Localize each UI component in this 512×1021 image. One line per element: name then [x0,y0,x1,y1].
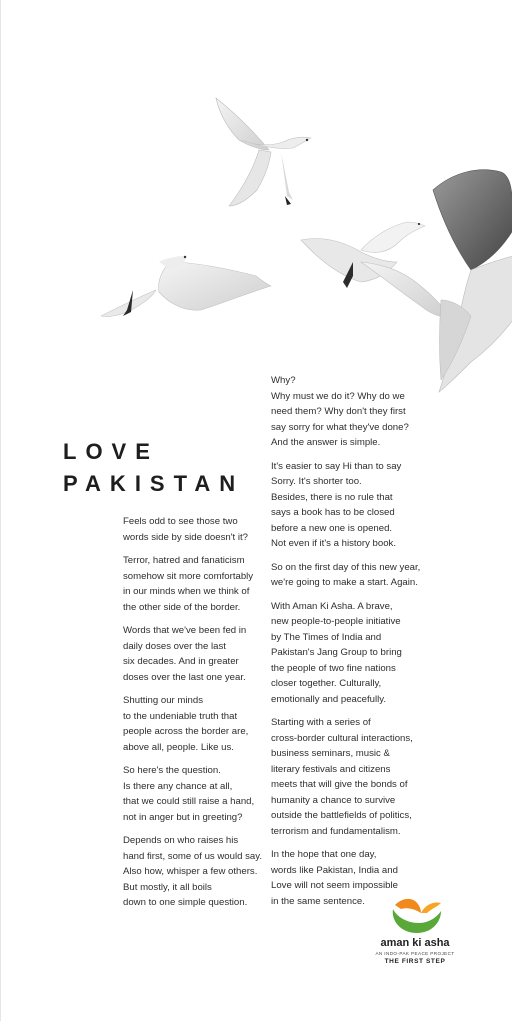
headline-line-2: PAKISTAN [63,471,245,496]
body-copy-right-column [271,373,441,917]
paragraph: Feels odd to see those two words side by side doesn't it? [123,516,249,543]
logo-name: aman ki asha [380,937,450,949]
logo-step: THE FIRST STEP [384,958,446,965]
paragraph: With Aman Ki Asha. A brave, new people-to-people initiative by The Times of India and Pakistan's Jang Group to bring the people of two fine nations closer together. Culturally, emotionally and peacefully. [271,600,402,705]
headline-line-1: LOVE [63,439,159,464]
paragraph: Terror, hatred and fanaticism somehow sit more comfortably in our minds when we think of the other side of the border. [123,555,254,613]
body-copy-left-column [123,514,268,919]
paragraph: Why? Why must we do it? Why do we need them? Why don't they first say sorry for what they've done? And the answer is simple. [271,375,409,448]
aman-ki-asha-logo [365,895,465,970]
paragraph: So here's the question. Is there any chance at all, that we could still raise a hand, not in anger but in greeting? [123,765,255,823]
paragraph: Shutting our minds to the undeniable truth that people across the border are, above all, people. Like us. [123,695,249,753]
paragraph: So on the first day of this new year, we're going to make a start. Again. [271,561,421,588]
paragraph: In the hope that one day, words like Pakistan, India and Love will not seem impossible in the same sentence. [271,849,398,907]
dove-right [301,222,449,317]
white-doves-in-flight-icon [1,0,512,420]
dove-left [101,256,271,317]
paragraph: Depends on who raises his hand first, some of us would say. Also how, whisper a few others. But mostly, it all boils down to one simple question. [123,835,262,908]
paragraph: Starting with a series of cross-border cultural interactions, business seminars, music & literary festivals and citizens meets that will give the bonds of humanity a chance to survive outside the battlefields of politics, terrorism and fundamentalism. [271,717,413,837]
paragraph: Words that we've been fed in daily doses over the last six decades. And in greater doses over the last one year. [123,625,247,683]
paragraph: It's easier to say Hi than to say Sorry. It's shorter too. Besides, there is no rule that says a book has to be closed before a new one is opened. Not even if it's a history book. [271,460,402,549]
dove-hand-logo-icon [387,895,447,937]
dove-top [216,98,311,206]
headline [63,436,244,500]
dove-edge [433,170,512,392]
logo-tagline: AN INDO-PAK PEACE PROJECT [375,951,455,956]
